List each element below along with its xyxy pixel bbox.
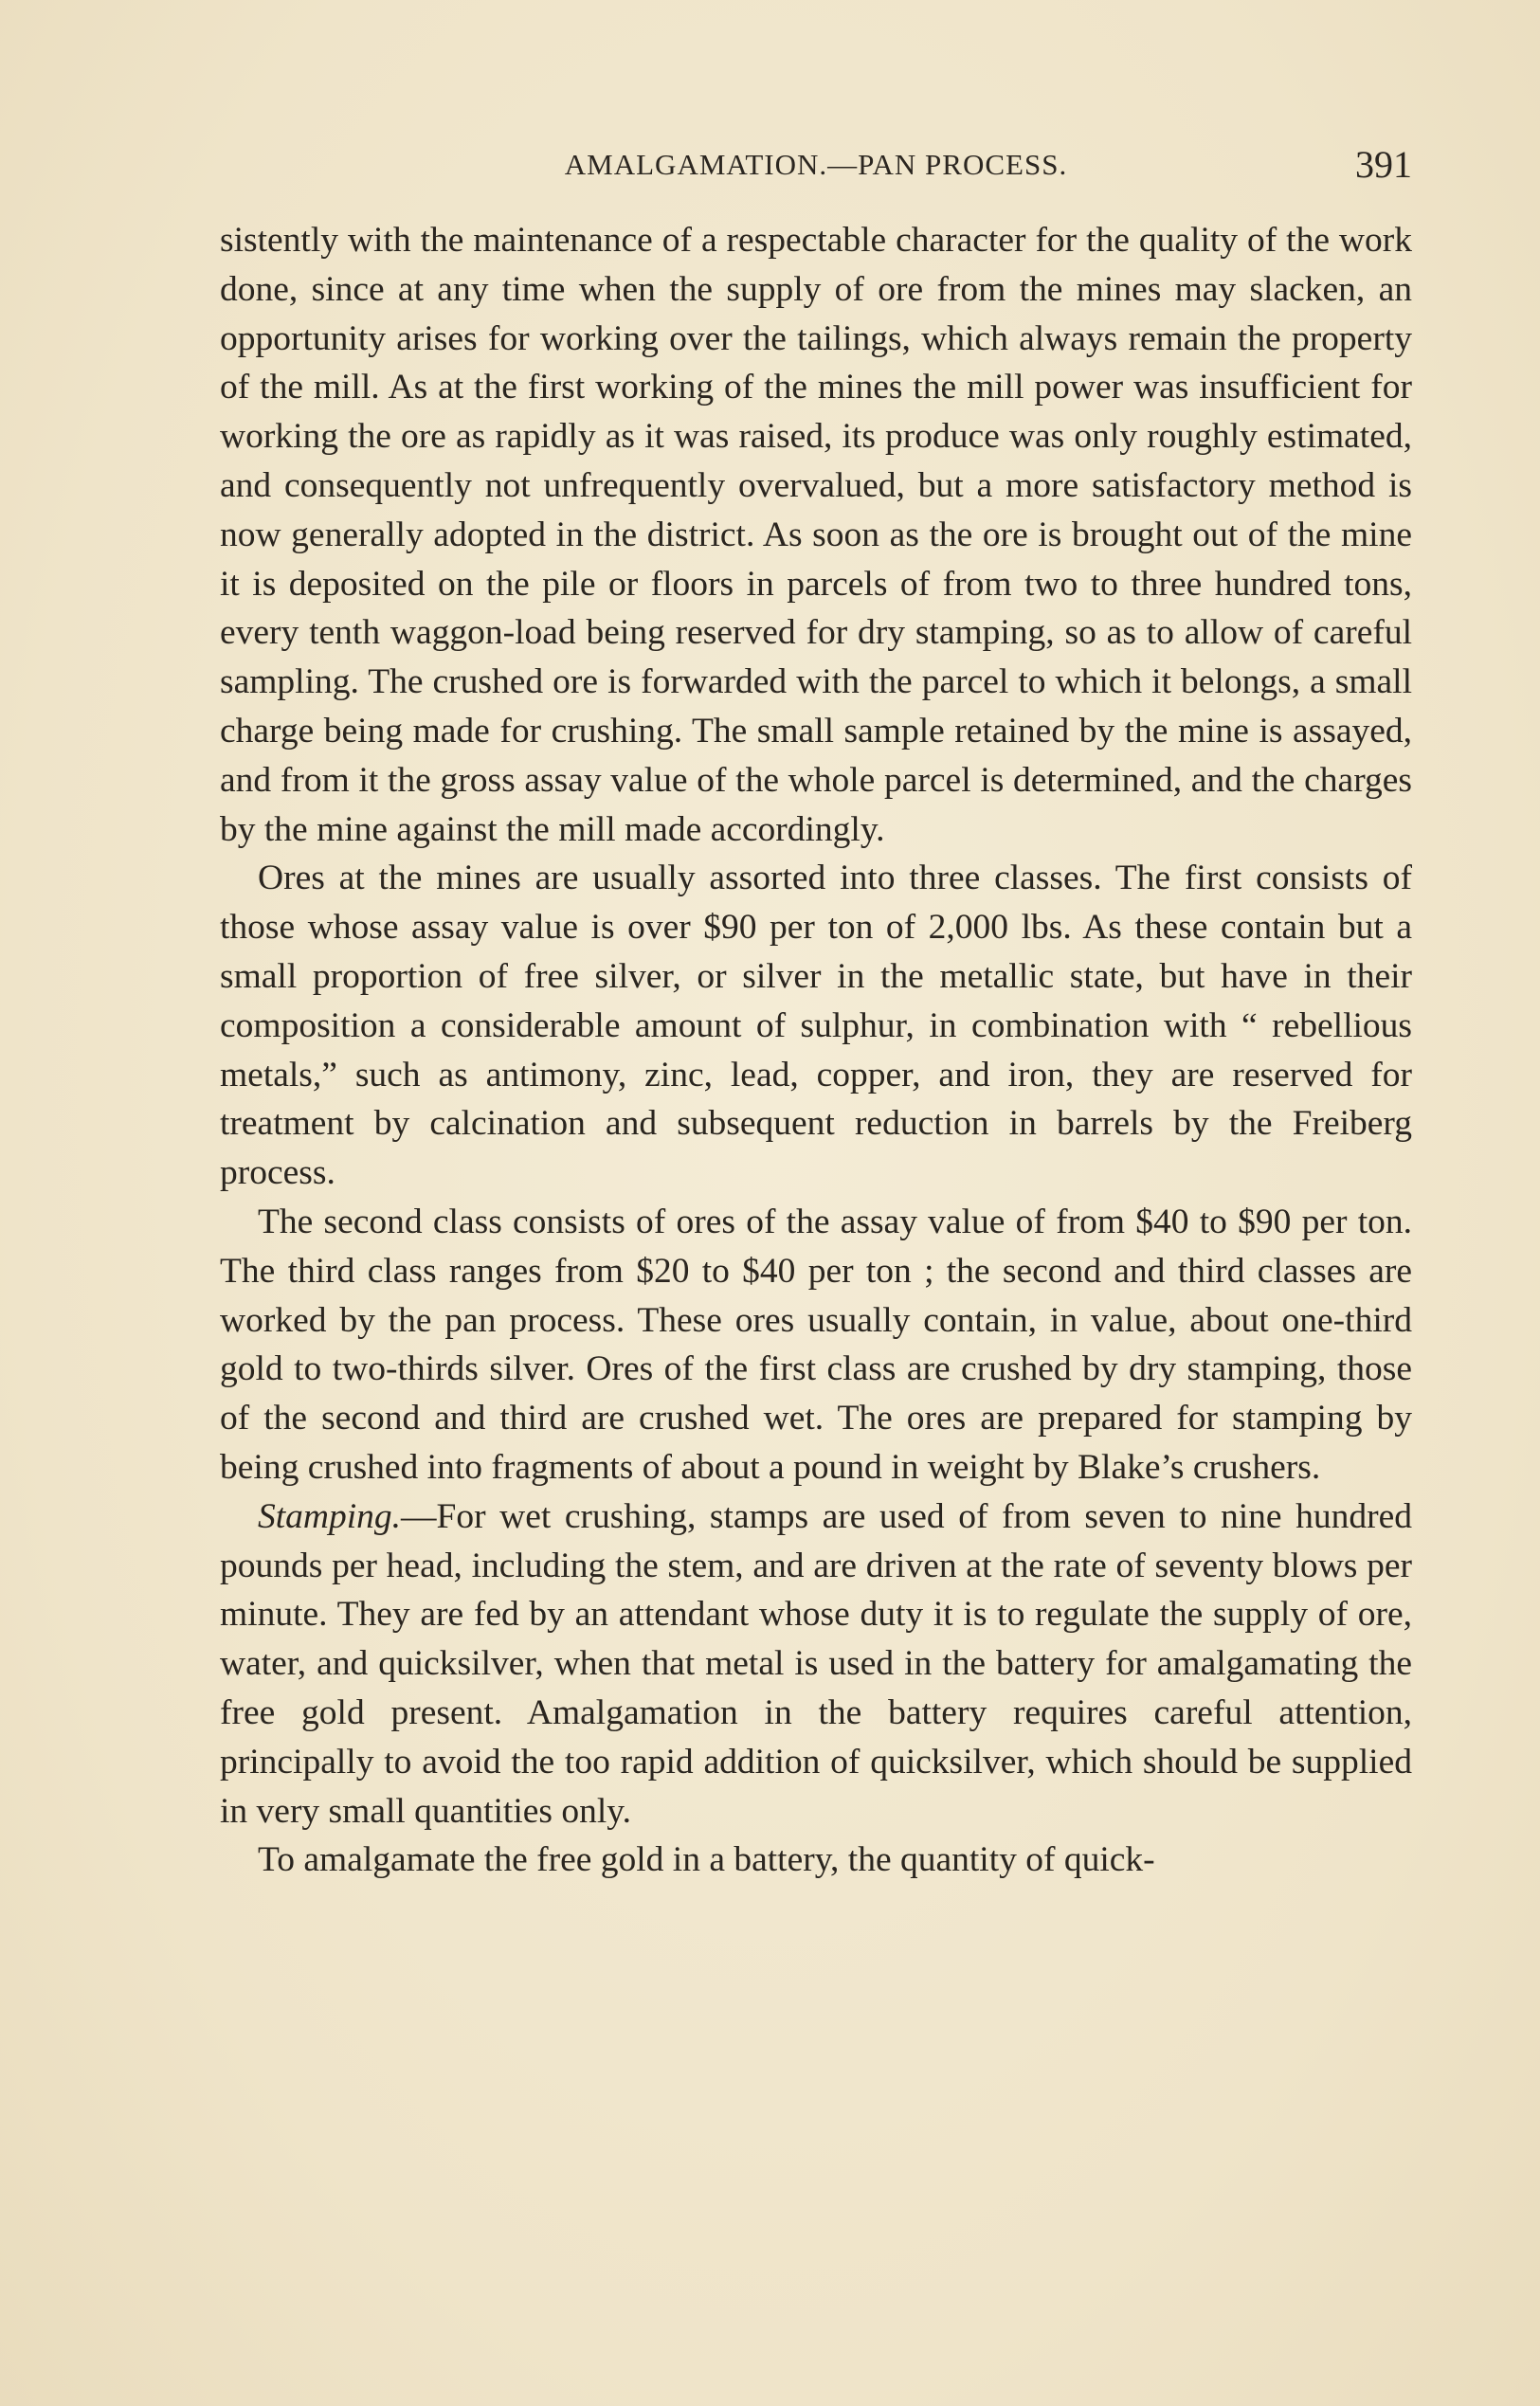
paragraph-4-text: —For wet crushing, stamps are used of from seven to nine hundred pounds per head, including the stem, and are driven at the rate of seventy blows per minute. They are fed by an attendant whose duty it is to regulate the supply of ore, water, and quicksilver, when that metal is used in the battery for amalgamating the free gold present. Amalgamation in the battery requires careful attention, principally to avoid the too rapid addition of quicksilver, which should be supplied in very small quantities only. xyxy=(220,1496,1412,1831)
paragraph-3: The second class consists of ores of the assay value of from $40 to $90 per ton. The third class ranges from $20 to $40 per ton ; the second and third classes are worked by the pan process. These ores usually contain, in value, about one-third gold to two-thirds silver. Ores of the first class are crushed by dry stamping, those of the second and third are crushed wet. The ores are prepared for stamping by being crushed into fragments of about a pound in weight by Blake’s crushers. xyxy=(220,1202,1412,1487)
stamping-heading: Stamping. xyxy=(258,1496,402,1536)
paragraph-4 xyxy=(220,1492,1412,1836)
page-header xyxy=(220,142,1412,188)
paragraph-5: To amalgamate the free gold in a battery, the quantity of quick- xyxy=(258,1840,1155,1880)
paragraph-2: Ores at the mines are usually assorted into three classes. The first consists of those whose assay value is over $90 per ton of 2,000 lbs. As these contain but a small proportion of free silver, or silver in the metallic state, but have in their composition a considerable amount of sulphur, in combination with “ rebellious metals,” such as antimony, zinc, lead, copper, and iron, they are reserved for treatment by calcination and subsequent reduction in barrels by the Freiberg process. xyxy=(220,859,1412,1193)
paragraph-1: sistently with the maintenance of a respectable character for the quality of the work done, since at any time when the supply of ore from the mines may slacken, an opportunity arises for working over the tailings, which always remain the property of the mill. As at the first working of the mines the mill power was insufficient for working the ore as rapidly as it was raised, its produce was only roughly estimated, and consequently not unfrequently overvalued, but a more satisfactory method is now generally adopted in the district. As soon as the ore is brought out of the mine it is deposited on the pile or floors in parcels of from two to three hundred tons, every tenth waggon-load being reserved for dry stamping, so as to allow of careful sampling. The crushed ore is forwarded with the parcel to which it belongs, a small charge being made for crushing. The small sample retained by the mine is assayed, and from it the gross assay value of the whole parcel is determined, and the charges by the mine against the mill made accordingly. xyxy=(220,221,1412,849)
body-text xyxy=(220,216,1412,1885)
page-number: 391 xyxy=(1355,143,1412,186)
running-head: AMALGAMATION.—PAN PROCESS. xyxy=(564,148,1068,181)
